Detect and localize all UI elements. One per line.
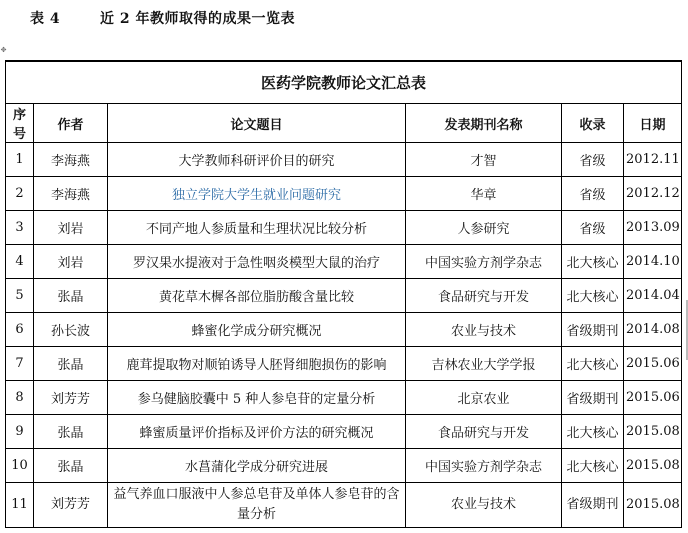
cell-level: 省级期刊 (562, 313, 624, 347)
table-caption (30, 8, 295, 28)
table-header-row (6, 104, 682, 143)
cell-no: 11 (6, 483, 34, 528)
header-journal: 发表期刊名称 (406, 104, 562, 143)
table-row (6, 211, 682, 245)
table-row (6, 381, 682, 415)
cell-level: 省级 (562, 143, 624, 177)
cell-level: 省级 (562, 177, 624, 211)
cell-author: 张晶 (34, 415, 108, 449)
cell-journal: 人参研究 (406, 211, 562, 245)
cell-author: 刘岩 (34, 245, 108, 279)
table-row (6, 143, 682, 177)
cell-level: 省级期刊 (562, 483, 624, 528)
table-title: 医药学院教师论文汇总表 (6, 61, 682, 104)
cell-journal: 北京农业 (406, 381, 562, 415)
cell-title: 罗汉果水提液对于急性咽炎模型大鼠的治疗 (108, 245, 406, 279)
header-no: 序号 (6, 104, 34, 143)
header-title: 论文题目 (108, 104, 406, 143)
cell-title: 大学教师科研评价目的研究 (108, 143, 406, 177)
cell-level: 省级期刊 (562, 381, 624, 415)
table-move-handle-icon[interactable]: ✥ (0, 46, 7, 54)
cell-title: 鹿茸提取物对顺铂诱导人胚肾细胞损伤的影响 (108, 347, 406, 381)
cell-date: 2015.08 (624, 449, 682, 483)
cell-author: 刘岩 (34, 211, 108, 245)
cell-author: 刘芳芳 (34, 483, 108, 528)
cell-title: 益气养血口服液中人参总皂苷及单体人参皂苷的含量分析 (108, 483, 406, 528)
cell-level: 北大核心 (562, 415, 624, 449)
table-row (6, 415, 682, 449)
cell-date: 2014.04 (624, 279, 682, 313)
table-row (6, 279, 682, 313)
caption-label: 表 4 (30, 11, 61, 27)
cell-level: 北大核心 (562, 279, 624, 313)
cell-level: 北大核心 (562, 347, 624, 381)
cell-level: 省级 (562, 211, 624, 245)
header-level: 收录 (562, 104, 624, 143)
cell-author: 刘芳芳 (34, 381, 108, 415)
cell-journal: 中国实验方剂学杂志 (406, 449, 562, 483)
paper-summary-table-container (5, 60, 681, 528)
table-row (6, 483, 682, 528)
header-date: 日期 (624, 104, 682, 143)
cell-level: 北大核心 (562, 449, 624, 483)
cell-date: 2012.11 (624, 143, 682, 177)
cell-no: 1 (6, 143, 34, 177)
cell-date: 2012.12 (624, 177, 682, 211)
cell-title: 蜂蜜化学成分研究概况 (108, 313, 406, 347)
cell-journal: 农业与技术 (406, 313, 562, 347)
cell-title: 水菖蒲化学成分研究进展 (108, 449, 406, 483)
cell-journal: 食品研究与开发 (406, 279, 562, 313)
cell-no: 4 (6, 245, 34, 279)
cell-title: 黄花草木樨各部位脂肪酸含量比较 (108, 279, 406, 313)
cell-author: 孙长波 (34, 313, 108, 347)
cell-date: 2015.06 (624, 381, 682, 415)
cell-title: 不同产地人参质量和生理状况比较分析 (108, 211, 406, 245)
table-row (6, 245, 682, 279)
table-title-row (6, 61, 682, 104)
cell-journal: 才智 (406, 143, 562, 177)
table-row (6, 449, 682, 483)
cell-no: 5 (6, 279, 34, 313)
caption-text: 近 2 年教师取得的成果一览表 (100, 11, 295, 27)
cell-date: 2014.10 (624, 245, 682, 279)
cell-date: 2014.08 (624, 313, 682, 347)
table-row (6, 347, 682, 381)
cell-date: 2015.06 (624, 347, 682, 381)
cell-date: 2015.08 (624, 483, 682, 528)
cell-no: 2 (6, 177, 34, 211)
table-row (6, 313, 682, 347)
cell-no: 3 (6, 211, 34, 245)
cell-journal: 中国实验方剂学杂志 (406, 245, 562, 279)
cell-date: 2013.09 (624, 211, 682, 245)
paper-summary-table (5, 60, 682, 528)
cell-journal: 吉林农业大学学报 (406, 347, 562, 381)
cell-author: 李海燕 (34, 143, 108, 177)
cell-no: 7 (6, 347, 34, 381)
cell-author: 李海燕 (34, 177, 108, 211)
cell-no: 8 (6, 381, 34, 415)
cell-author: 张晶 (34, 347, 108, 381)
cell-journal: 食品研究与开发 (406, 415, 562, 449)
cell-title: 参乌健脑胶囊中 5 种人参皂苷的定量分析 (108, 381, 406, 415)
cell-author: 张晶 (34, 449, 108, 483)
cell-no: 9 (6, 415, 34, 449)
cell-author: 张晶 (34, 279, 108, 313)
cell-no: 6 (6, 313, 34, 347)
cell-level: 北大核心 (562, 245, 624, 279)
cell-title: 蜂蜜质量评价指标及评价方法的研究概况 (108, 415, 406, 449)
cell-no: 10 (6, 449, 34, 483)
table-row (6, 177, 682, 211)
header-author: 作者 (34, 104, 108, 143)
cell-date: 2015.08 (624, 415, 682, 449)
cell-journal: 农业与技术 (406, 483, 562, 528)
cell-journal: 华章 (406, 177, 562, 211)
cell-title: 独立学院大学生就业问题研究 (108, 177, 406, 211)
